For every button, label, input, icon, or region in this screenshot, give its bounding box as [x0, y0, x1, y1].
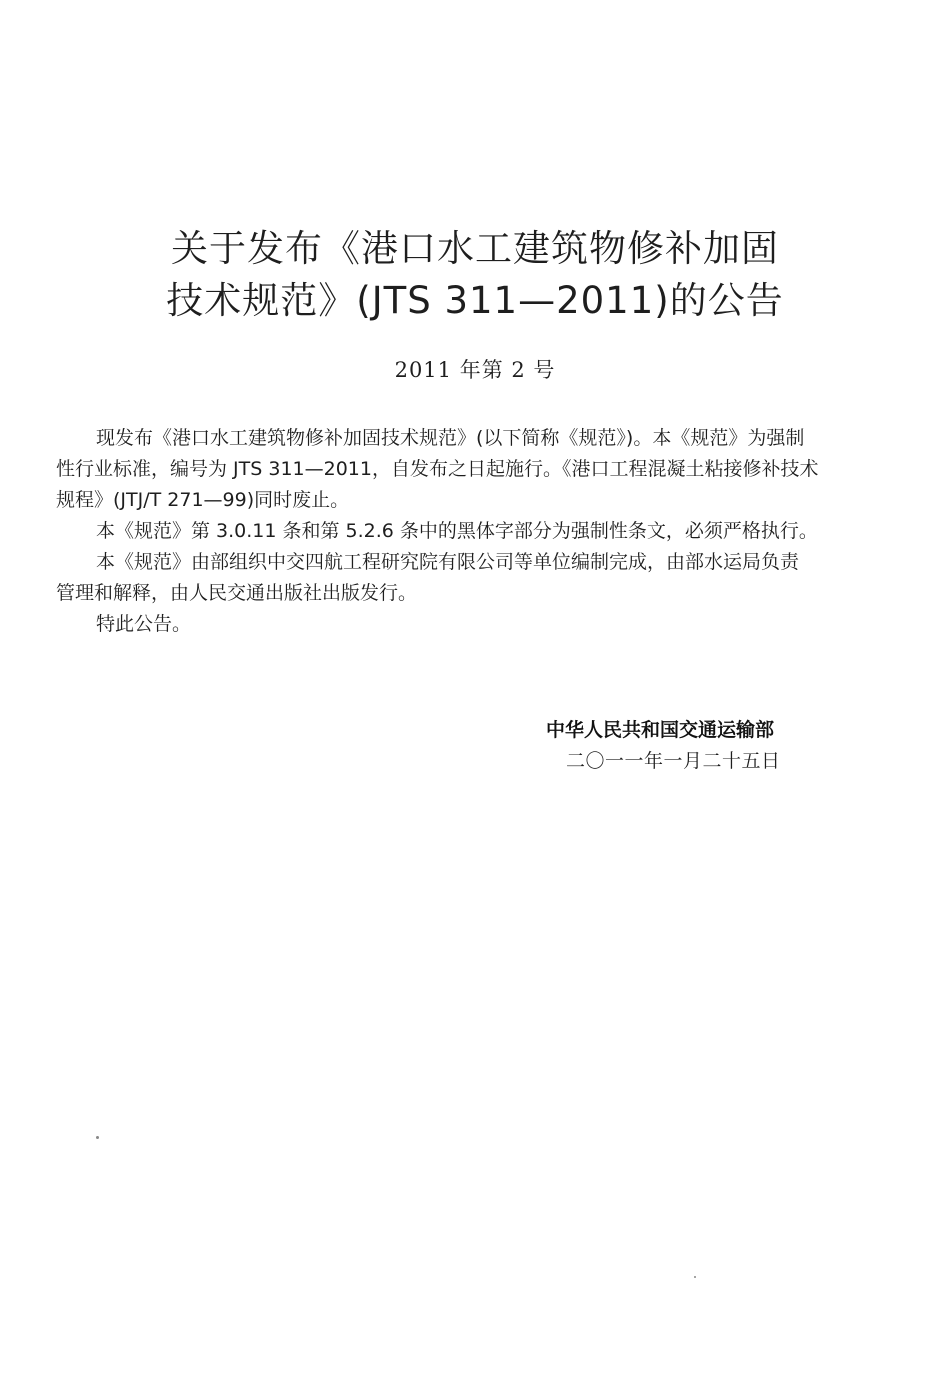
scan-speck — [96, 1136, 99, 1139]
paragraph-1-line-1: 现发布《港口水工建筑物修补加固技术规范》(以下简称《规范》)。本《规范》为强制 — [96, 427, 805, 449]
paragraph-2 — [96, 516, 876, 547]
issue-date: 二〇一一年一月二十五日 — [566, 750, 781, 772]
issuing-authority: 中华人民共和国交通运输部 — [546, 719, 775, 741]
document-number: 2011 年第 2 号 — [394, 358, 556, 382]
announcement-body — [56, 423, 876, 640]
announcement-title-line-1: 关于发布《港口水工建筑物修补加固 — [171, 227, 779, 270]
paragraph-3-line-1: 本《规范》由部组织中交四航工程研究院有限公司等单位编制完成，由部水运局负责 — [96, 551, 800, 573]
paragraph-1-line-3: 规程》(JTJ/T 271—99)同时废止。 — [56, 489, 350, 511]
announcement-title-line-2: 技术规范》(JTS 311—2011)的公告 — [166, 279, 784, 322]
paragraph-4-line-1: 特此公告。 — [96, 613, 192, 635]
paragraph-1-line-2: 性行业标准，编号为 JTS 311—2011，自发布之日起施行。《港口工程混凝土粘接修补技术 — [56, 458, 819, 480]
paragraph-3-line-2: 管理和解释，由人民交通出版社出版发行。 — [56, 582, 418, 604]
paragraph-2-line-1: 本《规范》第 3.0.11 条和第 5.2.6 条中的黑体字部分为强制性条文，必须严格执行。 — [96, 520, 818, 542]
paragraph-4 — [96, 609, 876, 640]
paragraph-3 — [56, 547, 876, 609]
paragraph-1 — [56, 423, 876, 516]
scan-speck — [694, 1276, 696, 1278]
